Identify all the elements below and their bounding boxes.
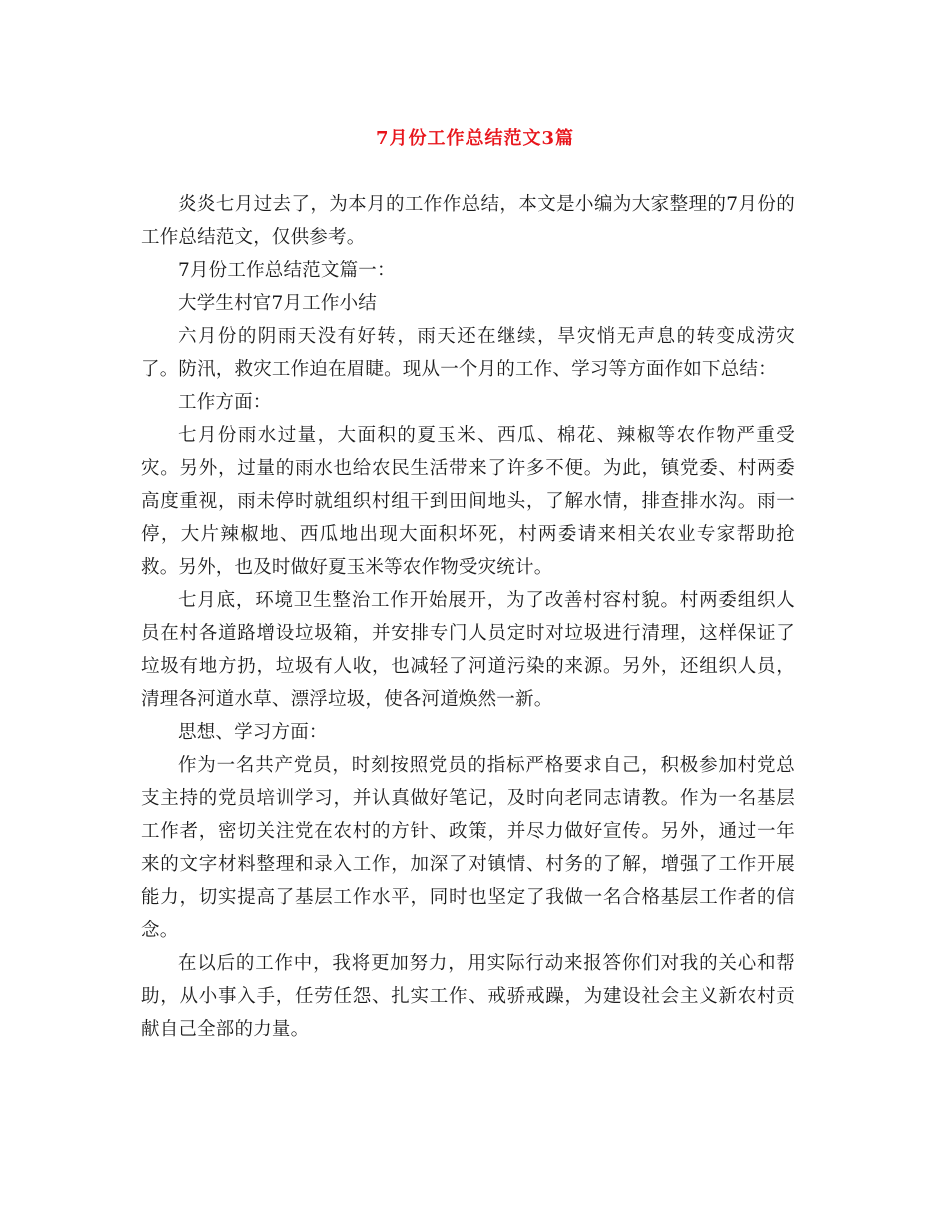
paragraph-study: 作为一名共产党员，时刻按照党员的指标严格要求自己，积极参加村党总支主持的党员培训学习，并认真做好笔记，及时向老同志请教。作为一名基层工作者，密切关注党在农村的方针、政策，并尽力做好宣传。另外，通过一年来的文字材料整理和录入工作，加深了对镇情、村务的了解，增强了工作开展能力，切实提高了基层工作水平，同时也坚定了我做一名合格基层工作者的信念。 bbox=[141, 755, 795, 941]
paragraph-intro: 炎炎七月过去了，为本月的工作作总结，本文是小编为大家整理的7月份的工作总结范文，仅供参考。 bbox=[141, 194, 795, 248]
paragraph-work-heading: 工作方面： bbox=[178, 392, 272, 413]
document-body bbox=[141, 188, 795, 1046]
paragraph-work-environment: 七月底，环境卫生整治工作开始展开，为了改善村容村貌。村两委组织人员在村各道路增设垃圾箱，并安排专门人员定时对垃圾进行清理，这样保证了垃圾有地方扔，垃圾有人收，也减轻了河道污染的来源。另外，还组织人员，清理各河道水草、漂浮垃圾，使各河道焕然一新。 bbox=[141, 590, 795, 710]
document-title: 7月份工作总结范文3篇 bbox=[375, 128, 575, 149]
paragraph-work-flood: 七月份雨水过量，大面积的夏玉米、西瓜、棉花、辣椒等农作物严重受灾。另外，过量的雨水也给农民生活带来了许多不便。为此，镇党委、村两委高度重视，雨未停时就组织村组干到田间地头，了解水情，排查排水沟。雨一停，大片辣椒地、西瓜地出现大面积坏死，村两委请来相关农业专家帮助抢救。另外，也及时做好夏玉米等农作物受灾统计。 bbox=[141, 425, 795, 578]
paragraph-closing: 在以后的工作中，我将更加努力，用实际行动来报答你们对我的关心和帮助，从小事入手，任劳任怨、扎实工作、戒骄戒躁，为建设社会主义新农村贡献自己全部的力量。 bbox=[141, 953, 795, 1040]
paragraph-subtitle: 大学生村官7月工作小结 bbox=[178, 293, 377, 314]
paragraph-study-heading: 思想、学习方面： bbox=[178, 722, 328, 743]
paragraph-weather: 六月份的阴雨天没有好转，雨天还在继续，旱灾悄无声息的转变成涝灾了。防汛，救灾工作迫在眉睫。现从一个月的工作、学习等方面作如下总结： bbox=[141, 326, 795, 380]
paragraph-article-heading: 7月份工作总结范文篇一： bbox=[178, 260, 396, 281]
